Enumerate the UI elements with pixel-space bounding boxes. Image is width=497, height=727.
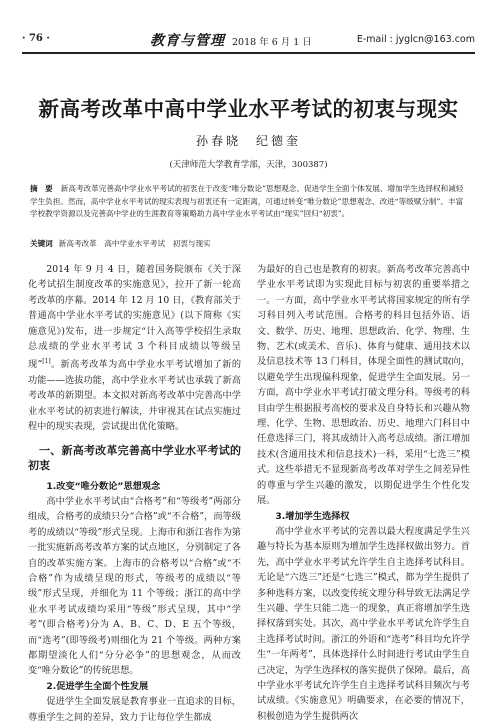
running-header [22, 30, 475, 54]
page-number: · 76 · [22, 33, 50, 44]
authors: 孙春晓 纪德奎 [195, 134, 301, 148]
paragraph: 2014 年 9 月 4 日，随着国务院颁布《关于深化考试招生制度改革的实施意见》，拉开了新一轮高考改革的序幕。2014 年 12 月 10 日，《教育部关于普通高中学业水平考试的实施意见》(以下简称《实施意见》)发布，进一步规定“计入高等学校招生录取总成绩的学业水平考试 3 个科目成绩以等级呈现”[1]。新高考改革为高中学业水平考试增加了新的功能——选拔功能，高中学业水平考试也承载了新高考改革的新期望。本文拟对新高考改革中完善高中学业水平考试的初衷进行解读，并审视其在试点实施过程中的现实表现，尝试提出优化策略。 [28, 264, 242, 433]
abstract [30, 183, 470, 221]
article-title: 新高考改革中高中学业水平考试的初衷与现实 [38, 97, 459, 121]
journal-name: 教育与管理 [150, 33, 225, 49]
keywords-text: 新高考改革 高中学业水平考试 初衷与现实 [58, 239, 211, 248]
paragraph: 高中学业水平考试由“合格考”和“等级考”两部分组成，合格考的成绩只分“合格”或“不合格”，而等级考的成绩以“等级”形式呈现。上海市和浙江省作为第一批实施新高考改革方案的试点地区，分别制定了各自的改革实施方案。上海市的合格考以“合格”或“不合格”作为成绩呈现的形式，等级考的成绩以“等级”形式呈现，并细化为 11 个等级；浙江的高中学业水平考试成绩均采用“等级”形式呈现，其中“学考”(即合格考)分为 A、B、C、D、E 五个等级，而“选考”(即等级考)则细化为 21 个等级。两种方案都期望淡化人们“分分必争”的思想观念，从而改变“唯分数论”的传统思想。 [28, 495, 241, 677]
issue-date: 2018 年 6 月 1 日 [232, 37, 312, 48]
journal-email: E-mail : jyglcn@163.com [356, 34, 475, 45]
paragraph: 促进学生全面发展是教育事业一直追求的目标，尊重学生之间的差异，致力于让每位学生都成 [28, 696, 241, 723]
left-column [28, 262, 241, 725]
subsection-heading: 1.改变“唯分数论”思想观念 [46, 480, 161, 492]
abstract-label: 摘 要 [30, 184, 53, 193]
citation-marker: [1] [42, 358, 51, 366]
subsection-heading: 3.增加学生选择权 [275, 510, 350, 522]
section-heading: 一、新高考改革完善高中学业水平考试的初衷 [28, 443, 241, 472]
keywords-label: 关键词 [30, 239, 53, 248]
keywords [30, 238, 211, 249]
paragraph: 高中学业水平考试的完善以最大程度满足学生兴趣与特长为基本原则为增加学生选择权做出努力。首先，高中学业水平考试允许学生自主选择考试科目。无论是“六选三”还是“七选三”模式，都为学生提供了多种选科方案，以改变传统文理分科导致无法满足学生兴趣、学生只能二选一的现象，真正将增加学生选择权落到实处。其次，高中学业水平考试允许学生自主选择考试时间。浙江的外语和“选考”科目均允许学生“一年两考”，具体选择什么时间进行考试由学生自己决定，为学生选择权的落实提供了保障。最后，高中学业水平考试允许学生自主选择考试科目频次与考试成绩。《实施意见》明确要求，在必要的情况下，积极创造为学生提供两次 [257, 525, 470, 722]
abstract-text: 新高考改革完善高中学业水平考试的初衷在于改变“唯分数论”思想观念、促进学生全面个体发展、增加学生选择权和减轻学生负担。然而，高中学业水平考试的现实表现与初衷还有一定距离，可通过转变“唯分数论”思想观念、改进“等级赋分制”、丰富学校教学资源以及完善高中学业的生涯教育等策略助力高中学业水平考试由“现实”回归“初衷”。 [30, 184, 464, 218]
affiliation: (天津师范大学教育学部，天津，300387) [169, 160, 328, 170]
paragraph: 为最好的自己也是教育的初衷。新高考改革完善高中学业水平考试即为实现此目标与初衷的重要举措之一。一方面，高中学业水平考试将国家规定的所有学习科目列入考试范围。合格考的科目包括外语、语文、数学、历史、地理、思想政治、化学、物理、生物、艺术(或美术、音乐)、体育与健康、通用技术以及信息技术等 13 门科目，体现全面性的测试取向，以避免学生出现偏科现象，促进学生全面发展。另一方面，高中学业水平考试打破文理分科。等级考的科目由学生根据报考高校的要求及自身特长和兴趣从物理、化学、生物、思想政治、历史、地理六门科目中任意选择三门，将其成绩计入高考总成绩。浙江增加技术(含通用技术和信息技术)一科，采用“七选三”模式。这些举措无不显现新高考改革对学生之间差异性的尊重与学生兴趣的激发，以期促进学生个性化发展。 [257, 264, 470, 507]
right-column [257, 262, 470, 724]
subsection-heading: 2.促进学生全面个性发展 [46, 680, 149, 692]
